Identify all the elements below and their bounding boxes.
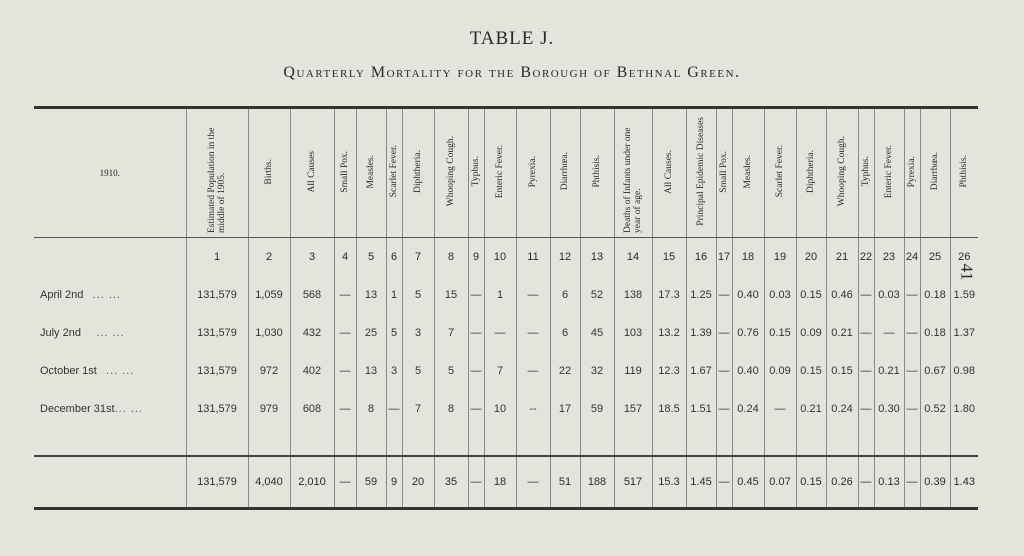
total-cell: 59 bbox=[356, 456, 386, 509]
total-cell: 0.26 bbox=[826, 456, 858, 509]
table-cell: 0.21 bbox=[796, 390, 826, 428]
table-cell: — bbox=[334, 352, 356, 390]
total-cell: — bbox=[858, 456, 874, 509]
table-cell: 5 bbox=[402, 276, 434, 314]
total-cell: 9 bbox=[386, 456, 402, 509]
spacer-cell bbox=[186, 428, 248, 456]
table-cell: 6 bbox=[550, 314, 580, 352]
table-cell: 0.15 bbox=[764, 314, 796, 352]
total-cell: 0.39 bbox=[920, 456, 950, 509]
table-cell: — bbox=[334, 276, 356, 314]
table-cell: 5 bbox=[434, 352, 468, 390]
total-cell: 188 bbox=[580, 456, 614, 509]
table-cell: 0.09 bbox=[764, 352, 796, 390]
col-header-13: Phthisis. bbox=[580, 108, 614, 238]
table-cell: 1.59 bbox=[950, 276, 978, 314]
table-cell: 25 bbox=[356, 314, 386, 352]
table-cell: — bbox=[334, 390, 356, 428]
column-number: 12 bbox=[550, 238, 580, 277]
column-number: 23 bbox=[874, 238, 904, 277]
total-cell: 20 bbox=[402, 456, 434, 509]
spacer-cell bbox=[484, 428, 516, 456]
table-cell: 1 bbox=[484, 276, 516, 314]
table-cell: 1.80 bbox=[950, 390, 978, 428]
table-cell: 1.39 bbox=[686, 314, 716, 352]
table-cell: 131,579 bbox=[186, 352, 248, 390]
total-cell: 1.43 bbox=[950, 456, 978, 509]
table-cell: 1.37 bbox=[950, 314, 978, 352]
column-number: 9 bbox=[468, 238, 484, 277]
total-cell: 51 bbox=[550, 456, 580, 509]
row-label: December 31st... ... bbox=[40, 403, 143, 415]
col-header-1: Estimated Population in the middle of 1905. bbox=[186, 108, 248, 238]
table-cell: 0.03 bbox=[764, 276, 796, 314]
column-number: 5 bbox=[356, 238, 386, 277]
table-cell: 0.67 bbox=[920, 352, 950, 390]
spacer-cell bbox=[858, 428, 874, 456]
table-cell: — bbox=[516, 314, 550, 352]
spacer-cell bbox=[34, 428, 186, 456]
table-cell: — bbox=[468, 352, 484, 390]
table-cell: — bbox=[904, 352, 920, 390]
col-header-24: Pyrexia. bbox=[904, 108, 920, 238]
table-cell: 45 bbox=[580, 314, 614, 352]
table-cell: 157 bbox=[614, 390, 652, 428]
col-header-15: All Causes. bbox=[652, 108, 686, 238]
spacer-cell bbox=[386, 428, 402, 456]
table-cell: 10 bbox=[484, 390, 516, 428]
column-number: 2 bbox=[248, 238, 290, 277]
column-number: 8 bbox=[434, 238, 468, 277]
table-cell: 17 bbox=[550, 390, 580, 428]
table-cell: — bbox=[874, 314, 904, 352]
column-number: 20 bbox=[796, 238, 826, 277]
table-cell: — bbox=[484, 314, 516, 352]
table-cell: — bbox=[468, 390, 484, 428]
table-cell: — bbox=[858, 276, 874, 314]
spacer-cell bbox=[334, 428, 356, 456]
table-cell: 7 bbox=[484, 352, 516, 390]
table-cell: 52 bbox=[580, 276, 614, 314]
column-number: 3 bbox=[290, 238, 334, 277]
col-header-20: Diphtheria. bbox=[796, 108, 826, 238]
column-number: 19 bbox=[764, 238, 796, 277]
table-cell: 0.98 bbox=[950, 352, 978, 390]
table-cell: 972 bbox=[248, 352, 290, 390]
table-cell: — bbox=[858, 390, 874, 428]
table-cell: 1,059 bbox=[248, 276, 290, 314]
col-header-11: Pyrexia. bbox=[516, 108, 550, 238]
table-cell: 119 bbox=[614, 352, 652, 390]
table-cell: 32 bbox=[580, 352, 614, 390]
table-cell: — bbox=[468, 314, 484, 352]
col-header-21: Whooping Cough. bbox=[826, 108, 858, 238]
table-cell: — bbox=[904, 314, 920, 352]
table-cell: 608 bbox=[290, 390, 334, 428]
table-row bbox=[34, 390, 978, 428]
spacer-cell bbox=[732, 428, 764, 456]
table-cell: 1 bbox=[386, 276, 402, 314]
column-number: 18 bbox=[732, 238, 764, 277]
row-label: October 1st ... ... bbox=[40, 365, 135, 377]
total-cell: 517 bbox=[614, 456, 652, 509]
header-row bbox=[34, 108, 978, 238]
table-cell: — bbox=[716, 390, 732, 428]
table-cell: 0.09 bbox=[796, 314, 826, 352]
table-cell: 131,579 bbox=[186, 390, 248, 428]
col-header-22: Typhus. bbox=[858, 108, 874, 238]
total-cell: 35 bbox=[434, 456, 468, 509]
total-cell: 4,040 bbox=[248, 456, 290, 509]
col-header-26: Phthisis. bbox=[950, 108, 978, 238]
spacer-cell bbox=[716, 428, 732, 456]
table-cell: 5 bbox=[402, 352, 434, 390]
table-cell: 8 bbox=[434, 390, 468, 428]
table-cell: 7 bbox=[402, 390, 434, 428]
col-header-14: Deaths of Infants under one year of age. bbox=[614, 108, 652, 238]
page-number: 41 bbox=[957, 263, 977, 281]
col-header-9: Typhus. bbox=[468, 108, 484, 238]
spacer-cell bbox=[550, 428, 580, 456]
table-cell: — bbox=[904, 276, 920, 314]
table-cell: 432 bbox=[290, 314, 334, 352]
table-cell: 18.5 bbox=[652, 390, 686, 428]
totals-label bbox=[34, 456, 186, 509]
table-cell: 15 bbox=[434, 276, 468, 314]
table-cell: 103 bbox=[614, 314, 652, 352]
spacer-cell bbox=[874, 428, 904, 456]
total-cell: 131,579 bbox=[186, 456, 248, 509]
spacer-cell bbox=[826, 428, 858, 456]
table-cell: 0.24 bbox=[732, 390, 764, 428]
table-cell: 0.03 bbox=[874, 276, 904, 314]
column-number: 21 bbox=[826, 238, 858, 277]
column-number: 16 bbox=[686, 238, 716, 277]
spacer-cell bbox=[904, 428, 920, 456]
spacer-cell bbox=[434, 428, 468, 456]
table-cell: 402 bbox=[290, 352, 334, 390]
table-row bbox=[34, 352, 978, 390]
col-header-12: Diarrhœa. bbox=[550, 108, 580, 238]
row-label: July 2nd ... ... bbox=[40, 327, 125, 339]
column-number: 17 bbox=[716, 238, 732, 277]
total-cell: — bbox=[904, 456, 920, 509]
spacer-cell bbox=[402, 428, 434, 456]
table-cell: — bbox=[716, 276, 732, 314]
col-header-19: Scarlet Fever. bbox=[764, 108, 796, 238]
spacer-cell bbox=[686, 428, 716, 456]
table-cell: — bbox=[386, 390, 402, 428]
table-cell: 59 bbox=[580, 390, 614, 428]
row-label: April 2nd ... ... bbox=[40, 289, 121, 301]
col-header-23: Enteric Fever. bbox=[874, 108, 904, 238]
table-cell: — bbox=[904, 390, 920, 428]
column-number-row bbox=[34, 238, 978, 277]
table-cell: — bbox=[858, 352, 874, 390]
total-cell: — bbox=[516, 456, 550, 509]
spacer-cell bbox=[516, 428, 550, 456]
col-header-17: Small Pox. bbox=[716, 108, 732, 238]
total-cell: 15.3 bbox=[652, 456, 686, 509]
col-header-4: Small Pox. bbox=[334, 108, 356, 238]
total-cell: — bbox=[334, 456, 356, 509]
spacer-row bbox=[34, 428, 978, 456]
column-number: 13 bbox=[580, 238, 614, 277]
spacer-cell bbox=[652, 428, 686, 456]
table-cell: 3 bbox=[402, 314, 434, 352]
table-cell: — bbox=[716, 314, 732, 352]
table-cell: 0.40 bbox=[732, 276, 764, 314]
table-cell: — bbox=[516, 352, 550, 390]
table-cell: 138 bbox=[614, 276, 652, 314]
table-title: TABLE J. bbox=[469, 28, 555, 49]
table-cell: 13 bbox=[356, 276, 386, 314]
table-cell: 0.21 bbox=[874, 352, 904, 390]
mortality-table bbox=[34, 106, 978, 510]
column-number: 7 bbox=[402, 238, 434, 277]
table-cell: 568 bbox=[290, 276, 334, 314]
column-number: 10 bbox=[484, 238, 516, 277]
table-cell: 0.46 bbox=[826, 276, 858, 314]
table-cell: — bbox=[468, 276, 484, 314]
total-cell: 0.45 bbox=[732, 456, 764, 509]
table-cell: 5 bbox=[386, 314, 402, 352]
table-cell: — bbox=[516, 276, 550, 314]
spacer-cell bbox=[248, 428, 290, 456]
column-number: 25 bbox=[920, 238, 950, 277]
total-cell: 2,010 bbox=[290, 456, 334, 509]
col-header-18: Measles. bbox=[732, 108, 764, 238]
table-cell: 0.52 bbox=[920, 390, 950, 428]
table-cell: 6 bbox=[550, 276, 580, 314]
table-cell: 13 bbox=[356, 352, 386, 390]
table-row bbox=[34, 314, 978, 352]
spacer-cell bbox=[580, 428, 614, 456]
column-number: 24 bbox=[904, 238, 920, 277]
spacer-cell bbox=[950, 428, 978, 456]
table-cell: 1.25 bbox=[686, 276, 716, 314]
table-cell: 0.30 bbox=[874, 390, 904, 428]
table-cell: 12.3 bbox=[652, 352, 686, 390]
table-cell: 13.2 bbox=[652, 314, 686, 352]
total-cell: 0.07 bbox=[764, 456, 796, 509]
table-cell: 8 bbox=[356, 390, 386, 428]
totals-row bbox=[34, 456, 978, 509]
table-cell: 0.15 bbox=[796, 276, 826, 314]
col-header-25: Diarrhœa. bbox=[920, 108, 950, 238]
col-header-10: Enteric Fever. bbox=[484, 108, 516, 238]
table-cell: — bbox=[716, 352, 732, 390]
total-cell: 18 bbox=[484, 456, 516, 509]
table-cell: 7 bbox=[434, 314, 468, 352]
table-cell: 1.51 bbox=[686, 390, 716, 428]
spacer-cell bbox=[356, 428, 386, 456]
table-cell: 0.15 bbox=[826, 352, 858, 390]
table-cell: 3 bbox=[386, 352, 402, 390]
column-number: 6 bbox=[386, 238, 402, 277]
table-cell: 0.15 bbox=[796, 352, 826, 390]
table-cell: 0.18 bbox=[920, 314, 950, 352]
table-cell: — bbox=[858, 314, 874, 352]
total-cell: 1.45 bbox=[686, 456, 716, 509]
table-row bbox=[34, 276, 978, 314]
total-cell: — bbox=[468, 456, 484, 509]
column-number: 22 bbox=[858, 238, 874, 277]
total-cell: 0.15 bbox=[796, 456, 826, 509]
column-number: 26 bbox=[950, 238, 978, 277]
col-header-5: Measles. bbox=[356, 108, 386, 238]
spacer-cell bbox=[614, 428, 652, 456]
col-header-6: Scarlet Fever. bbox=[386, 108, 402, 238]
column-number: 11 bbox=[516, 238, 550, 277]
column-number: 4 bbox=[334, 238, 356, 277]
table-cell: 131,579 bbox=[186, 314, 248, 352]
table-cell: 0.76 bbox=[732, 314, 764, 352]
table-cell: 131,579 bbox=[186, 276, 248, 314]
spacer-cell bbox=[468, 428, 484, 456]
year-header: 1910. bbox=[34, 108, 186, 238]
table-cell: 1,030 bbox=[248, 314, 290, 352]
table-cell: 17.3 bbox=[652, 276, 686, 314]
table-cell: 0.24 bbox=[826, 390, 858, 428]
spacer-cell bbox=[764, 428, 796, 456]
col-header-2: Births. bbox=[248, 108, 290, 238]
table-cell: 1.67 bbox=[686, 352, 716, 390]
spacer-cell bbox=[290, 428, 334, 456]
table-subtitle: Quarterly Mortality for the Borough of Bethnal Green. bbox=[283, 64, 741, 81]
col-header-16: Principal Epidemic Diseases bbox=[686, 108, 716, 238]
table-cell: — bbox=[764, 390, 796, 428]
table-cell: — bbox=[334, 314, 356, 352]
column-number: 15 bbox=[652, 238, 686, 277]
column-number: 14 bbox=[614, 238, 652, 277]
col-header-8: Whooping Cough. bbox=[434, 108, 468, 238]
total-cell: 0.13 bbox=[874, 456, 904, 509]
table-cell: 0.40 bbox=[732, 352, 764, 390]
table-cell: 979 bbox=[248, 390, 290, 428]
spacer-cell bbox=[796, 428, 826, 456]
table-cell: -- bbox=[516, 390, 550, 428]
column-number: 1 bbox=[186, 238, 248, 277]
table-cell: 0.18 bbox=[920, 276, 950, 314]
spacer-cell bbox=[920, 428, 950, 456]
col-header-7: Diphtheria. bbox=[402, 108, 434, 238]
column-number-blank bbox=[34, 238, 186, 277]
total-cell: — bbox=[716, 456, 732, 509]
col-header-3: All Causes bbox=[290, 108, 334, 238]
table-cell: 0.21 bbox=[826, 314, 858, 352]
table-cell: 22 bbox=[550, 352, 580, 390]
